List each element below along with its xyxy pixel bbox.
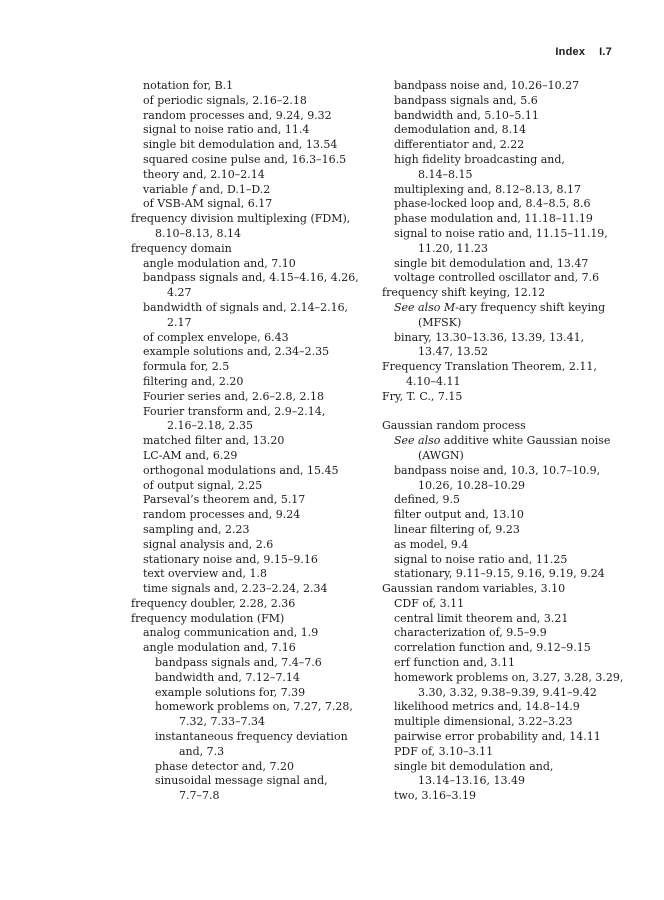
index-subentry <box>382 123 632 138</box>
index-subentry <box>131 197 381 212</box>
index-subentry <box>382 138 632 153</box>
index-entry-text: of periodic signals, 2.16–2.18 <box>143 93 307 107</box>
index-entry-text: bandwidth and, 7.12–7.14 <box>155 670 300 684</box>
index-entry-text: as model, 9.4 <box>394 537 469 551</box>
index-subentry <box>131 390 381 405</box>
index-entry-text: Fourier series and, 2.6–2.8, 2.18 <box>143 389 325 403</box>
index-subentry <box>382 641 632 656</box>
index-subentry <box>382 597 632 612</box>
index-entry-text: notation for, B.1 <box>143 79 234 92</box>
index-entry-text: differentiator and, 2.22 <box>394 138 525 152</box>
index-entry-text: Fry, T. C., 7.15 <box>382 389 463 403</box>
index-subentry <box>382 79 632 94</box>
index-subentry <box>382 612 632 627</box>
index-entry-text: random processes and, 9.24 <box>143 508 301 522</box>
index-entry-text: frequency domain <box>131 241 232 255</box>
index-entry-text: single bit demodulation and, 13.54 <box>143 138 338 152</box>
index-subentry <box>131 730 381 760</box>
index-entry-text: of output signal, 2.25 <box>143 478 263 492</box>
index-entry-text: erf function and, 3.11 <box>394 656 516 670</box>
index-entry-text: PDF of, 3.10–3.11 <box>394 744 494 758</box>
index-subentry <box>131 138 381 153</box>
index-subentry <box>382 508 632 523</box>
index-subentry <box>131 271 381 301</box>
index-entry-continuation: 2.16–2.18, 2.35 <box>167 419 253 433</box>
index-subentry <box>131 656 381 671</box>
index-subentry <box>382 257 632 272</box>
index-subentry <box>382 671 632 701</box>
index-subentry <box>382 656 632 671</box>
index-entry-text: stationary, 9.11–9.15, 9.16, 9.19, 9.24 <box>394 567 605 581</box>
index-entry-text: voltage controlled oscillator and, 7.6 <box>394 271 600 285</box>
index-entry-text: bandpass signals and, 7.4–7.6 <box>155 656 322 670</box>
index-subentry <box>382 626 632 641</box>
index-entry-text: multiplexing and, 8.12–8.13, 8.17 <box>394 182 582 196</box>
index-entry-text: theory and, 2.10–2.14 <box>143 167 265 181</box>
index-subentry <box>131 508 381 523</box>
index-subentry <box>131 582 381 597</box>
index-entry-text: phase detector and, 7.20 <box>155 759 294 773</box>
index-subentry <box>131 538 381 553</box>
italic-letter: M <box>443 300 456 314</box>
index-entry-continuation: 7.32, 7.33–7.34 <box>179 715 265 729</box>
index-entry-text: likelihood metrics and, 14.8–14.9 <box>394 700 580 714</box>
index-subentry <box>382 183 632 198</box>
index-subentry <box>131 671 381 686</box>
index-entry-text: filter output and, 13.10 <box>394 508 524 522</box>
index-subentry <box>131 760 381 775</box>
index-entry-text: formula for, 2.5 <box>143 360 230 374</box>
running-header <box>555 46 612 58</box>
index-subentry <box>382 789 632 804</box>
section-title: Index <box>555 46 586 58</box>
see-also-label: See also <box>394 300 444 314</box>
index-entry-text: bandwidth and, 5.10–5.11 <box>394 108 539 122</box>
page-number: I.7 <box>599 46 612 58</box>
index-entry-continuation: 8.14–8.15 <box>418 167 473 181</box>
index-main-entry <box>131 242 381 257</box>
index-entry-text: of VSB-AM signal, 6.17 <box>143 197 273 211</box>
index-entry-text: instantaneous frequency deviation <box>155 730 348 744</box>
index-entry-text: demodulation and, 8.14 <box>394 123 527 137</box>
index-main-entry <box>382 582 632 597</box>
index-entry-text: single bit demodulation and, 13.47 <box>394 256 589 270</box>
index-entry-text: Gaussian random variables, 3.10 <box>382 582 566 596</box>
index-subentry <box>382 715 632 730</box>
index-entry-text: homework problems on, 7.27, 7.28, <box>155 700 353 714</box>
index-subentry <box>382 197 632 212</box>
index-entry-continuation: and, 7.3 <box>179 744 225 758</box>
index-entry-continuation: 4.27 <box>167 286 192 300</box>
index-entry-text: signal to noise ratio and, 11.15–11.19, <box>394 226 608 240</box>
index-entry-text: stationary noise and, 9.15–9.16 <box>143 552 318 566</box>
index-entry-text: example solutions and, 2.34–2.35 <box>143 345 330 359</box>
index-entry-text: high fidelity broadcasting and, <box>394 152 565 166</box>
index-subentry <box>131 449 381 464</box>
index-entry-text: filtering and, 2.20 <box>143 374 244 388</box>
index-main-entry <box>131 597 381 612</box>
index-subentry <box>382 553 632 568</box>
index-subentry <box>382 331 632 361</box>
index-subentry <box>131 553 381 568</box>
index-entry-text: sinusoidal message signal and, <box>155 774 328 788</box>
index-entry-text: sampling and, 2.23 <box>143 522 250 536</box>
index-subentry <box>131 434 381 449</box>
index-main-entry <box>382 419 632 434</box>
index-main-entry <box>382 286 632 301</box>
index-subentry <box>131 523 381 538</box>
index-subentry <box>131 153 381 168</box>
index-entry-text: of complex envelope, 6.43 <box>143 330 289 344</box>
index-subentry <box>382 271 632 286</box>
index-subentry <box>131 700 381 730</box>
index-entry-text: single bit demodulation and, <box>394 759 554 773</box>
index-subentry <box>382 523 632 538</box>
index-entry-text: binary, 13.30–13.36, 13.39, 13.41, <box>394 330 585 344</box>
see-also-target: additive white Gaussian noise <box>443 434 611 448</box>
index-entry-text: bandpass noise and, 10.3, 10.7–10.9, <box>394 463 601 477</box>
index-subentry <box>131 331 381 346</box>
index-entry-text: defined, 9.5 <box>394 493 461 507</box>
index-subentry <box>382 700 632 715</box>
see-also-target: -ary frequency shift keying <box>455 300 606 314</box>
index-entry-continuation: 11.20, 11.23 <box>418 241 488 255</box>
index-entry-continuation: 3.30, 3.32, 9.38–9.39, 9.41–9.42 <box>418 685 597 699</box>
index-subentry <box>131 360 381 375</box>
index-main-entry <box>131 612 381 627</box>
index-entry-text: bandpass signals and, 4.15–4.16, 4.26, <box>143 271 359 285</box>
index-entry-text: linear filtering of, 9.23 <box>394 522 520 536</box>
index-entry-continuation: 13.14–13.16, 13.49 <box>418 774 525 788</box>
index-entry-text <box>382 434 632 449</box>
index-subentry <box>131 493 381 508</box>
index-subentry <box>131 79 381 94</box>
index-entry-text: homework problems on, 3.27, 3.28, 3.29, <box>394 670 624 684</box>
index-main-entry <box>382 390 632 405</box>
index-entry-text: frequency modulation (FM) <box>131 611 285 625</box>
index-entry-text: frequency division multiplexing (FDM), <box>131 212 351 226</box>
index-entry-text: orthogonal modulations and, 15.45 <box>143 463 339 477</box>
index-entry-text: angle modulation and, 7.10 <box>143 256 296 270</box>
index-entry-text: variable f and, D.1–D.2 <box>143 182 271 196</box>
index-subentry <box>382 493 632 508</box>
index-entry-text: signal to noise ratio and, 11.25 <box>394 552 568 566</box>
index-entry-text: central limit theorem and, 3.21 <box>394 611 569 625</box>
index-subentry <box>382 538 632 553</box>
index-entry-text: time signals and, 2.23–2.24, 2.34 <box>143 582 328 596</box>
index-subentry <box>131 94 381 109</box>
index-subentry <box>131 375 381 390</box>
index-subentry <box>131 109 381 124</box>
index-subentry <box>382 464 632 494</box>
index-subentry <box>131 479 381 494</box>
index-entry-text: characterization of, 9.5–9.9 <box>394 626 547 640</box>
index-entry-continuation: 8.10–8.13, 8.14 <box>155 226 241 240</box>
index-entry-text: Frequency Translation Theorem, 2.11, <box>382 360 597 374</box>
index-entry-continuation: 10.26, 10.28–10.29 <box>418 478 525 492</box>
index-entry-text: example solutions for, 7.39 <box>155 685 306 699</box>
index-subentry <box>131 686 381 701</box>
index-entry-continuation: (MFSK) <box>418 315 462 329</box>
index-column-left <box>131 79 381 804</box>
index-subentry <box>131 257 381 272</box>
index-subentry <box>382 109 632 124</box>
index-subentry <box>131 641 381 656</box>
index-subentry <box>131 123 381 138</box>
index-entry-continuation: 7.7–7.8 <box>179 789 220 803</box>
index-subentry <box>131 168 381 183</box>
index-entry-continuation: 2.17 <box>167 315 192 329</box>
index-main-entry <box>131 212 381 242</box>
index-entry-text: Parseval’s theorem and, 5.17 <box>143 493 306 507</box>
index-entry-text: multiple dimensional, 3.22–3.23 <box>394 715 573 729</box>
index-entry-text: squared cosine pulse and, 16.3–16.5 <box>143 152 347 166</box>
index-main-entry <box>382 360 632 390</box>
index-subentry <box>131 567 381 582</box>
index-subentry <box>382 153 632 183</box>
index-entry-text: CDF of, 3.11 <box>394 596 465 610</box>
index-entry-text: bandwidth of signals and, 2.14–2.16, <box>143 300 349 314</box>
index-subentry <box>131 464 381 479</box>
index-entry-text: matched filter and, 13.20 <box>143 434 285 448</box>
index-entry-continuation: (AWGN) <box>418 448 464 462</box>
index-subentry <box>382 227 632 257</box>
index-entry-continuation: 4.10–4.11 <box>406 374 461 388</box>
index-subentry <box>131 774 381 804</box>
index-subentry <box>382 745 632 760</box>
see-also-label: See also <box>394 434 444 448</box>
index-column-right <box>382 79 632 804</box>
index-subentry <box>131 626 381 641</box>
index-subentry <box>382 760 632 790</box>
index-entry-text <box>382 301 632 316</box>
index-subentry <box>131 345 381 360</box>
index-entry-text: signal to noise ratio and, 11.4 <box>143 123 310 137</box>
index-entry-text: Gaussian random process <box>382 419 526 433</box>
index-subentry <box>382 567 632 582</box>
index-entry-text: bandpass signals and, 5.6 <box>394 93 538 107</box>
index-entry-text: Fourier transform and, 2.9–2.14, <box>143 404 326 418</box>
index-entry-text: angle modulation and, 7.16 <box>143 641 296 655</box>
index-entry-text: phase modulation and, 11.18–11.19 <box>394 212 593 226</box>
index-entry-text: text overview and, 1.8 <box>143 567 267 581</box>
index-subentry <box>131 183 381 198</box>
index-entry-text: random processes and, 9.24, 9.32 <box>143 108 332 122</box>
index-subentry <box>382 301 632 331</box>
index-entry-text: pairwise error probability and, 14.11 <box>394 730 601 744</box>
italic-variable: f <box>191 182 196 196</box>
index-entry-text: phase-locked loop and, 8.4–8.5, 8.6 <box>394 197 591 211</box>
index-entry-text: LC-AM and, 6.29 <box>143 448 238 462</box>
index-entry-text: bandpass noise and, 10.26–10.27 <box>394 79 580 92</box>
index-entry-continuation: 13.47, 13.52 <box>418 345 488 359</box>
index-entry-text: two, 3.16–3.19 <box>394 789 476 803</box>
index-subentry <box>382 434 632 464</box>
index-subentry <box>382 94 632 109</box>
index-subentry <box>131 405 381 435</box>
index-entry-text: signal analysis and, 2.6 <box>143 537 274 551</box>
index-entry-text: frequency shift keying, 12.12 <box>382 286 546 300</box>
index-entry-text: correlation function and, 9.12–9.15 <box>394 641 591 655</box>
index-entry-text: analog communication and, 1.9 <box>143 626 319 640</box>
index-subentry <box>382 212 632 227</box>
index-subentry <box>382 730 632 745</box>
index-subentry <box>131 301 381 331</box>
section-gap <box>382 405 632 420</box>
index-entry-text: frequency doubler, 2.28, 2.36 <box>131 596 296 610</box>
